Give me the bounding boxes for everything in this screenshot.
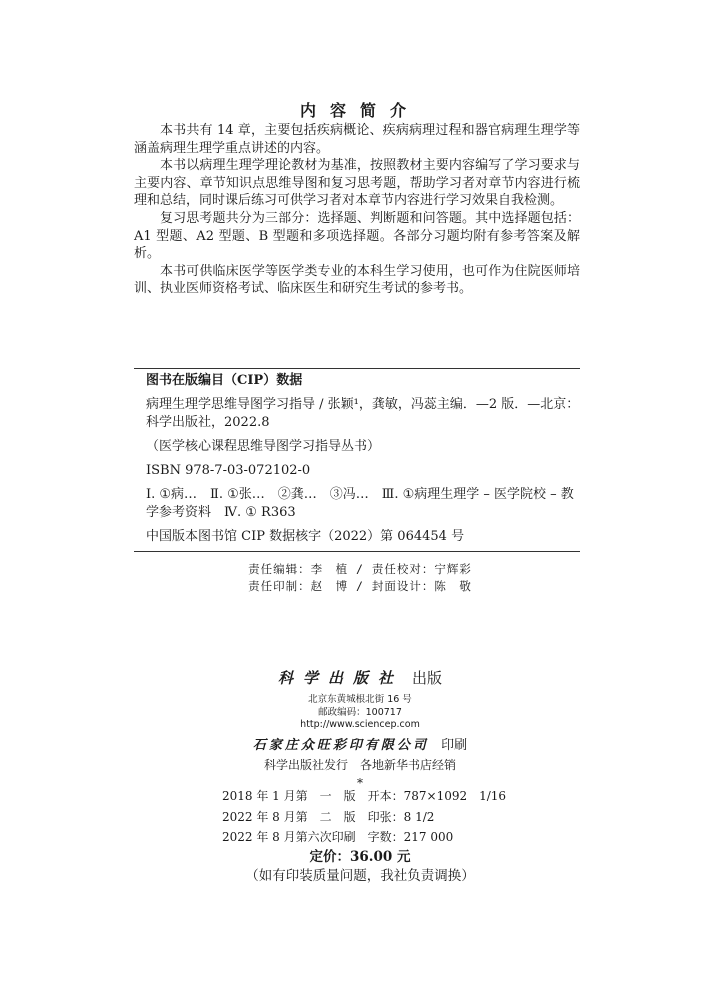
cip-classification: Ⅰ. ①病… Ⅱ. ①张… ②龚… ③冯… Ⅲ. ①病理生理学 – 医学院校 – 教学参考资料 Ⅳ. ① R363: [146, 487, 574, 520]
printer-name: 石家庄众旺彩印有限公司: [252, 737, 429, 753]
separator-mark: *: [357, 775, 363, 790]
editor-credits: [0, 561, 720, 595]
editor-line: 责任编辑：李 植 / 责任校对：宁辉彩: [248, 562, 472, 576]
intro-paragraph: 本书可供临床医学等医学类专业的本科生学习使用，也可作为住院医师培训、执业医师资格考试、临床医生和研究生考试的参考书。: [134, 263, 580, 297]
intro-paragraph: 本书共有 14 章，主要包括疾病概论、疾病病理过程和器官病理生理学等涵盖病理生理学重点讲述的内容。: [134, 123, 580, 156]
publisher-website: http://www.sciencep.com: [300, 719, 420, 730]
cip-heading: 图书在版编目（CIP）数据: [146, 373, 303, 388]
cip-top-rule: [134, 368, 580, 369]
publisher-suffix: 出版: [412, 669, 443, 687]
publisher-name: 科学出版社: [277, 669, 403, 687]
publisher-block: [0, 667, 720, 790]
edition-row: 2022 年 8 月第六次印刷 字数：217 000: [222, 830, 454, 844]
cip-block: [146, 372, 582, 546]
cip-number: 中国版本图书馆 CIP 数据核字（2022）第 064454 号: [146, 529, 465, 544]
edition-info: [222, 786, 522, 848]
intro-paragraph: 复习思考题共分为三部分：选择题、判断题和问答题。其中选择题包括：A1 型题、A2 型题、B 型题和多项选择题。各部分习题均附有参考答案及解析。: [134, 210, 580, 262]
distribution-line: 科学出版社发行 各地新华书店经销: [263, 757, 456, 772]
printer-suffix: 印刷: [441, 737, 468, 753]
cip-isbn: ISBN 978-7-03-072102-0: [146, 463, 311, 478]
publisher-address: 北京东黄城根北街 16 号: [308, 694, 412, 705]
intro-section: [134, 122, 580, 298]
cip-bottom-rule: [134, 551, 580, 552]
cip-entry: 病理生理学思维导图学习指导 / 张颖¹，龚敏，冯蕊主编．—2 版．—北京：科学出版社，2022.8: [146, 397, 580, 430]
edition-row: 2018 年 1 月第 一 版 开本：787×1092 1/16: [222, 789, 507, 803]
return-note: （如有印装质量问题，我社负责调换）: [245, 868, 475, 884]
intro-paragraph: 本书以病理生理学理论教材为基准，按照教材主要内容编写了学习要求与主要内容、章节知识点思维导图和复习思考题，帮助学习者对章节内容进行梳理和总结，同时课后练习可供学习者对本章节内容进行学习效果自我检测。: [134, 158, 580, 209]
price: 定价：36.00 元: [309, 849, 411, 865]
publisher-postcode: 邮政编码：100717: [318, 706, 402, 718]
edition-row: 2022 年 8 月第 二 版 印张：8 1/2: [222, 809, 435, 824]
intro-title: 内容简介: [299, 101, 420, 120]
editor-line: 责任印制：赵 博 / 封面设计：陈 敬: [248, 579, 472, 593]
cip-series: （医学核心课程思维导图学习指导丛书）: [146, 439, 381, 454]
